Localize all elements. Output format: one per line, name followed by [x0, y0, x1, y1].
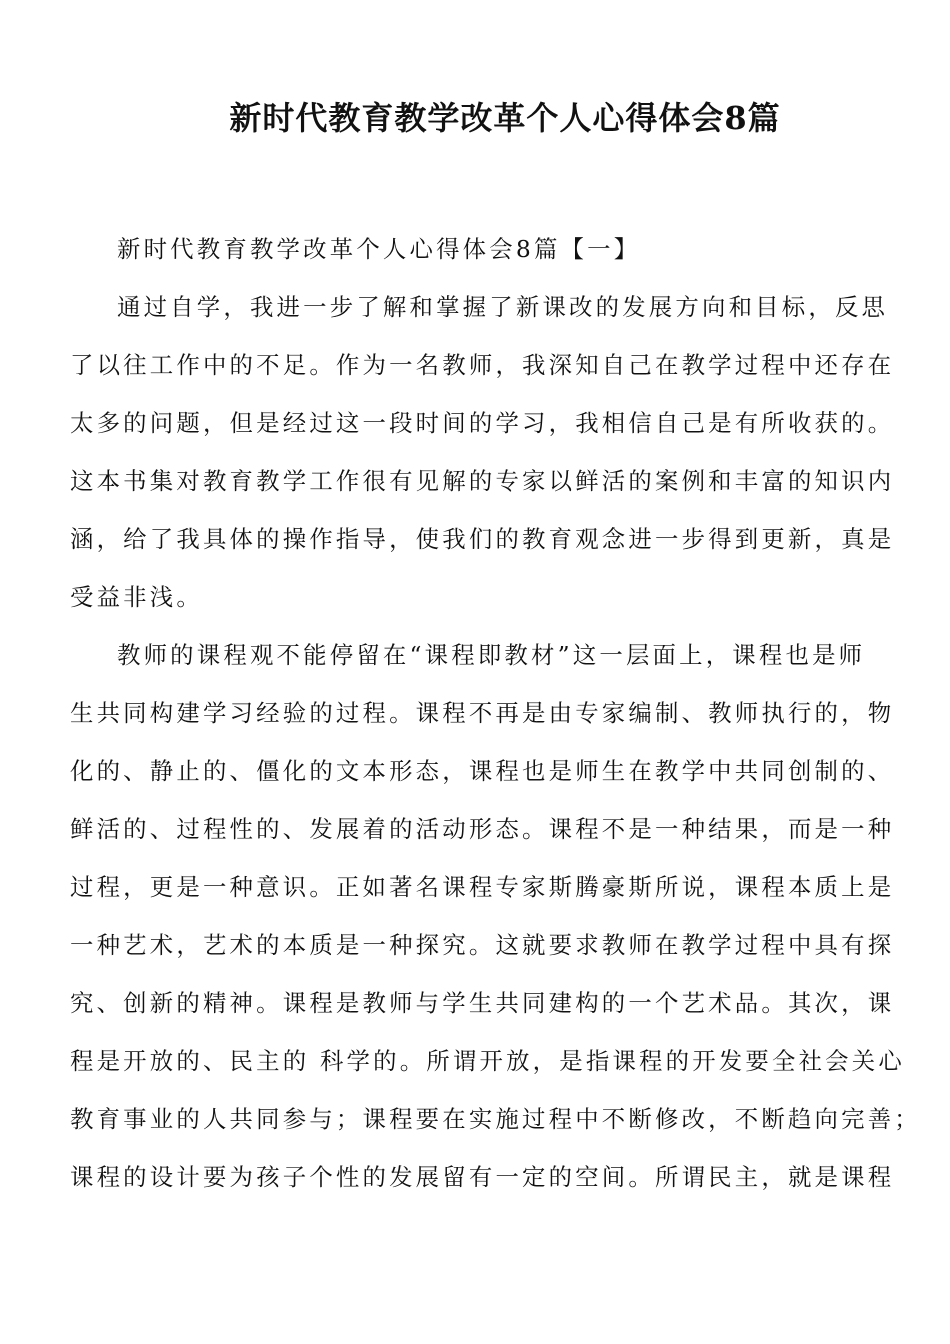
document-body — [70, 220, 921, 1206]
text-line: 教师的课程观不能停留在“课程即教材”这一层面上，课程也是师 — [117, 641, 866, 669]
text-line: 鲜活的、过程性的、发展着的活动形态。课程不是一种结果，而是一种 — [70, 815, 895, 843]
paragraph-1 — [70, 278, 895, 626]
text-line: 涵，给了我具体的操作指导，使我们的教育观念进一步得到更新，真是 — [70, 525, 895, 553]
text-line: 通过自学，我进一步了解和掌握了新课改的发展方向和目标，反思 — [117, 293, 889, 321]
paragraph-2 — [70, 626, 921, 1206]
text-line: 课程的设计要为孩子个性的发展留有一定的空间。所谓民主，就是课程 — [70, 1163, 895, 1191]
document-title: 新时代教育教学改革个人心得体会8篇 — [229, 99, 781, 137]
text-line: 这本书集对教育教学工作很有见解的专家以鲜活的案例和丰富的知识内 — [70, 467, 895, 495]
text-line: 究、创新的精神。课程是教师与学生共同建构的一个艺术品。其次，课 — [70, 989, 895, 1017]
text-line: 生共同构建学习经验的过程。课程不再是由专家编制、教师执行的，物 — [70, 699, 895, 727]
text-line: 太多的问题，但是经过这一段时间的学习，我相信自己是有所收获的。 — [70, 409, 895, 437]
section-heading: 新时代教育教学改革个人心得体会8篇【一】 — [117, 235, 641, 263]
text-line: 了以往工作中的不足。作为一名教师，我深知自己在教学过程中还存在 — [70, 351, 895, 379]
text-line: 一种艺术，艺术的本质是一种探究。这就要求教师在教学过程中具有探 — [70, 931, 895, 959]
text-line: 受益非浅。 — [70, 583, 203, 611]
text-line: 教育事业的人共同参与；课程要在实施过程中不断修改，不断趋向完善； — [70, 1105, 921, 1133]
text-line: 程是开放的、民主的 科学的。所谓开放，是指课程的开发要全社会关心 — [70, 1047, 905, 1075]
text-line: 化的、静止的、僵化的文本形态，课程也是师生在教学中共同创制的、 — [70, 757, 895, 785]
text-line: 过程，更是一种意识。正如著名课程专家斯腾豪斯所说，课程本质上是 — [70, 873, 895, 901]
